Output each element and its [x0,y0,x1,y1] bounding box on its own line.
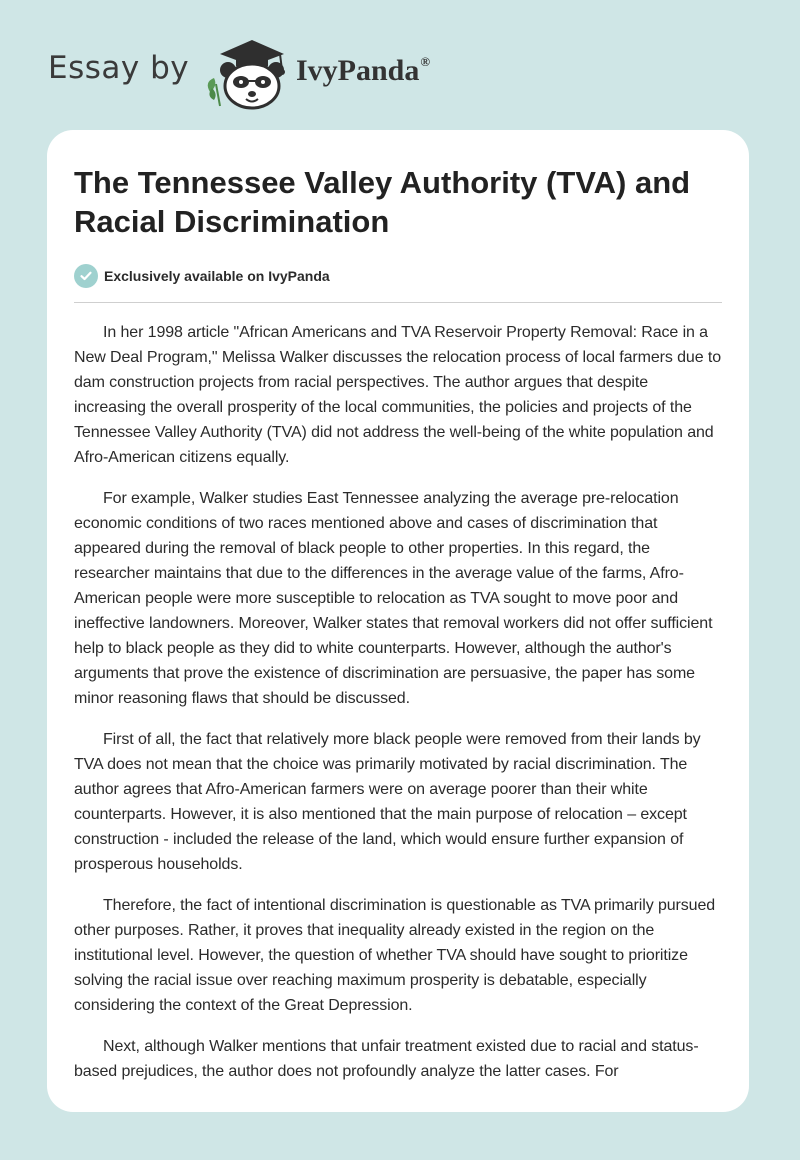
page-title: The Tennessee Valley Authority (TVA) and Racial Discrimination [74,165,691,239]
paragraph: In her 1998 article "African Americans and TVA Reservoir Property Removal: Race in a New Deal Program," Melissa Walker discusses the relocation process of local farmers due to dam construction projects from racial perspectives. The author argues that despite increasing the overall prosperity of the local communities, the policies and projects of the Tennessee Valley Authority (TVA) did not address the well-being of the white population and Afro-American citizens equally. [74,324,722,466]
ivypanda-logo-icon[interactable] [200,34,296,110]
paragraph: Next, although Walker mentions that unfair treatment existed due to racial and status-based prejudices, the author does not profoundly analyze the latter cases. For [74,1038,699,1080]
brand-name[interactable] [296,54,430,88]
essay-card [47,130,749,1112]
registered-mark: ® [420,54,431,69]
exclusive-badge [74,263,330,289]
site-header [48,30,748,110]
essay-by-label: Essay by [48,50,190,86]
paragraph: Therefore, the fact of intentional discrimination is questionable as TVA primarily pursued other purposes. Rather, it proves that inequality already existed in the region on the institutional level. However, the question of whether TVA should have sought to prioritize solving the racial issue over reaching maximum prosperity is debatable, especially considering the context of the Great Depression. [74,897,716,1014]
paragraph: For example, Walker studies East Tennessee analyzing the average pre-relocation economic conditions of two races mentioned above and cases of discrimination that appeared during the removal of black people to other properties. In this regard, the researcher maintains that due to the differences in the average value of the farms, Afro-American people were more susceptible to relocation as TVA sought to move poor and ineffective landowners. Moreover, Walker states that removal workers did not offer sufficient help to black people as they did to white counterparts. However, although the author's arguments that prove the existence of discrimination are persuasive, the paper has some minor reasoning flaws that should be discussed. [74,490,713,707]
badge-label: Exclusively available on IvyPanda [104,268,330,284]
check-icon [74,264,98,288]
essay-body [74,320,724,1100]
divider [74,302,722,303]
brand-label: IvyPanda [296,54,420,87]
paragraph: First of all, the fact that relatively more black people were removed from their lands by TVA does not mean that the choice was primarily motivated by racial discrimination. The author agrees that Afro-American farmers were on average poorer than their white counterparts. However, it is also mentioned that the main purpose of relocation – except construction - included the release of the land, which would ensure further expansion of prosperous households. [74,731,701,873]
